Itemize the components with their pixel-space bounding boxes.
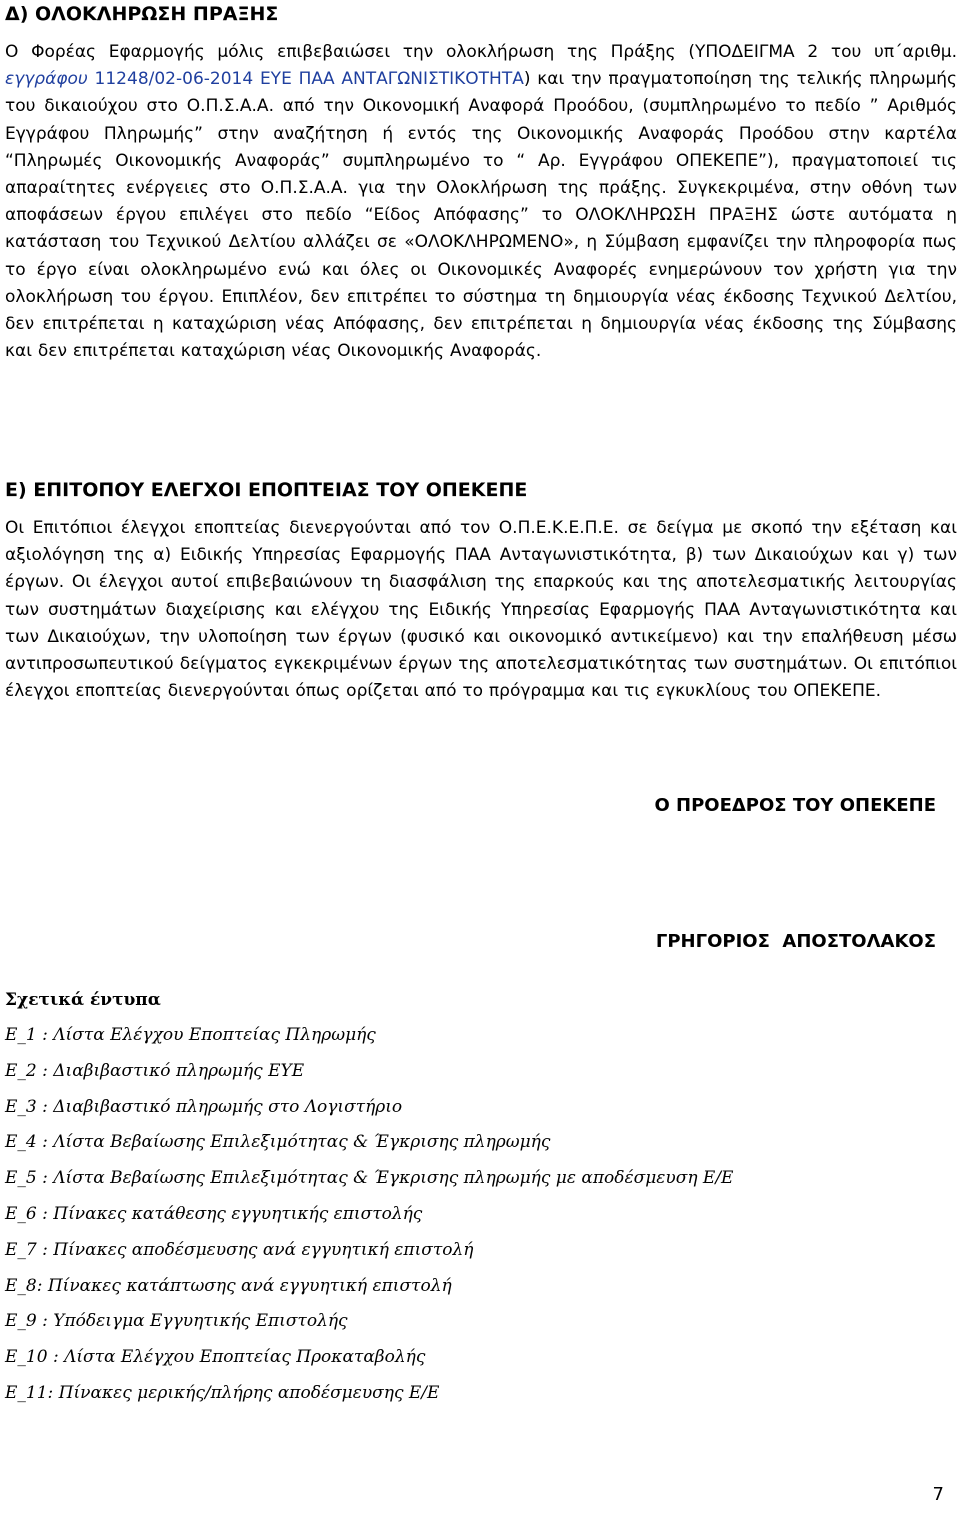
- inspections-paragraph: Οι Επιτόπιοι έλεγχοι εποπτείας διενεργούνται από τον Ο.Π.Ε.Κ.Ε.Π.Ε. σε δείγμα με σκοπό την εξέταση και αξιολόγηση της α) Ειδικής Υπηρεσίας Εφαρμογής ΠΑΑ Ανταγωνιστικότητα, β) των Δικαιούχων και γ) των έργων. Οι έλεγχοι αυτοί επιβεβαιώνουν τη διασφάλιση της επαρκούς και της αποτελεσματικής λειτουργίας των συστημάτων διαχείρισης και ελέγχου της Ειδικής Υπηρεσίας Εφαρμογής ΠΑΑ Ανταγωνιστικότητα και των Δικαιούχων, την υλοποίηση των έργων (φυσικό και οικονομικό αντικείμενο) και την επαλήθευση μέσω αντιπροσωπευτικού δείγματος εγκεκριμένων έργων της αποτελεσματικότητας των συστημάτων. Οι επιτόπιοι έλεγχοι εποπτείας διενεργούνται όπως ορίζεται από το πρόγραμμα και τις εγκυκλίους του ΟΠΕΚΕΠΕ.: [5, 518, 957, 702]
- completion-paragraph: [5, 39, 957, 365]
- related-forms-list: [5, 1024, 733, 1418]
- list-item: Ε_2 : Διαβιβαστικό πληρωμής ΕΥΕ: [5, 1060, 305, 1081]
- list-item: Ε_10 : Λίστα Ελέγχου Εποπτείας Προκαταβολής: [5, 1347, 426, 1368]
- paragraph-text: ) και την πραγματοποίηση της τελικής πληρωμής του δικαιούχου στο Ο.Π.Σ.Α.Α. από την Οικονομική Αναφορά Προόδου, (συμπληρωμένο το πεδίο ” Αριθμός Εγγράφου Πληρωμής” στην αναζήτηση ή εντός της Οικονομικής Αναφοράς Προόδου στην καρτέλα “Πληρωμές Οικονομικής Αναφοράς” συμπληρωμένο το “ Αρ. Εγγράφου ΟΠΕΚΕΠΕ”), πραγματοποιεί τις απαραίτητες ενέργειες στο Ο.Π.Σ.Α.Α. για την Ολοκλήρωση της πράξης. Συγκεκριμένα, στην οθόνη των αποφάσεων έργου επιλέγει στο πεδίο “Είδος Απόφασης” το ΟΛΟΚΛΗΡΩΣΗ ΠΡΑΞΗΣ ώστε αυτόματα η κατάσταση του Τεχνικού Δελτίου αλλάζει σε «ΟΛΟΚΛΗΡΩΜΕΝΟ», η Σύμβαση εμφανίζει την πληροφορία πως το έργο είναι ολοκληρωμένο ενώ και όλες οι Οικονομικές Αναφορές ενημερώνουν τον χρήστη για την ολοκλήρωση του έργου. Επιπλέον, δεν επιτρέπει το σύστημα τη δημιουργία νέας έκδοσης Τεχνικού Δελτίου, δεν επιτρέπεται η καταχώριση νέας Απόφασης, δεν επιτρέπεται η δημιουργία νέας έκδοσης της Σύμβασης και δεν επιτρέπεται καταχώριση νέας Οικονομικής Αναφοράς.: [5, 69, 958, 362]
- signature-title: Ο ΠΡΟΕΔΡΟΣ ΤΟΥ ΟΠΕΚΕΠΕ: [654, 795, 936, 816]
- list-item: Ε_6 : Πίνακες κατάθεσης εγγυητικής επιστολής: [5, 1203, 423, 1224]
- related-forms-title: Σχετικά έντυπα: [5, 990, 161, 1010]
- reference-word: εγγράφου: [5, 69, 88, 90]
- list-item: Ε_11: Πίνακες μερικής/πλήρης αποδέσμευσης Ε/Ε: [5, 1382, 440, 1403]
- list-item: Ε_7 : Πίνακες αποδέσμευσης ανά εγγυητική επιστολή: [5, 1239, 474, 1260]
- section-heading-inspections: Ε) ΕΠΙΤΟΠΟΥ ΕΛΕΓΧΟΙ ΕΠΟΠΤΕΙΑΣ ΤΟΥ ΟΠΕΚΕΠΕ: [5, 479, 528, 501]
- document-reference-link[interactable]: [5, 69, 524, 89]
- paragraph-text: Ο Φορέας Εφαρμογής μόλις επιβεβαιώσει την ολοκλήρωση της Πράξης (ΥΠΟΔΕΙΓΜΑ 2 του υπ΄αριθμ.: [5, 42, 957, 62]
- reference-number: 11248/02-06-2014 ΕΥΕ ΠΑΑ ΑΝΤΑΓΩΝΙΣΤΙΚΟΤΗΤΑ: [87, 69, 524, 90]
- page-number: 7: [932, 1484, 944, 1505]
- list-item: Ε_4 : Λίστα Βεβαίωσης Επιλεξιμότητας & Έγκρισης πληρωμής: [5, 1132, 551, 1153]
- list-item: Ε_5 : Λίστα Βεβαίωσης Επιλεξιμότητας & Έγκρισης πληρωμής με αποδέσμευση Ε/Ε: [5, 1168, 734, 1189]
- list-item: Ε_8: Πίνακες κατάπτωσης ανά εγγυητική επιστολή: [5, 1275, 452, 1296]
- signature-name: ΓΡΗΓΟΡΙΟΣ ΑΠΟΣΤΟΛΑΚΟΣ: [655, 931, 936, 952]
- list-item: Ε_9 : Υπόδειγμα Εγγυητικής Επιστολής: [5, 1311, 348, 1332]
- list-item: Ε_3 : Διαβιβαστικό πληρωμής στο Λογιστήριο: [5, 1096, 403, 1117]
- list-item: Ε_1 : Λίστα Ελέγχου Εποπτείας Πληρωμής: [5, 1025, 376, 1045]
- section-heading-completion: Δ) ΟΛΟΚΛΗΡΩΣΗ ΠΡΑΞΗΣ: [5, 3, 279, 25]
